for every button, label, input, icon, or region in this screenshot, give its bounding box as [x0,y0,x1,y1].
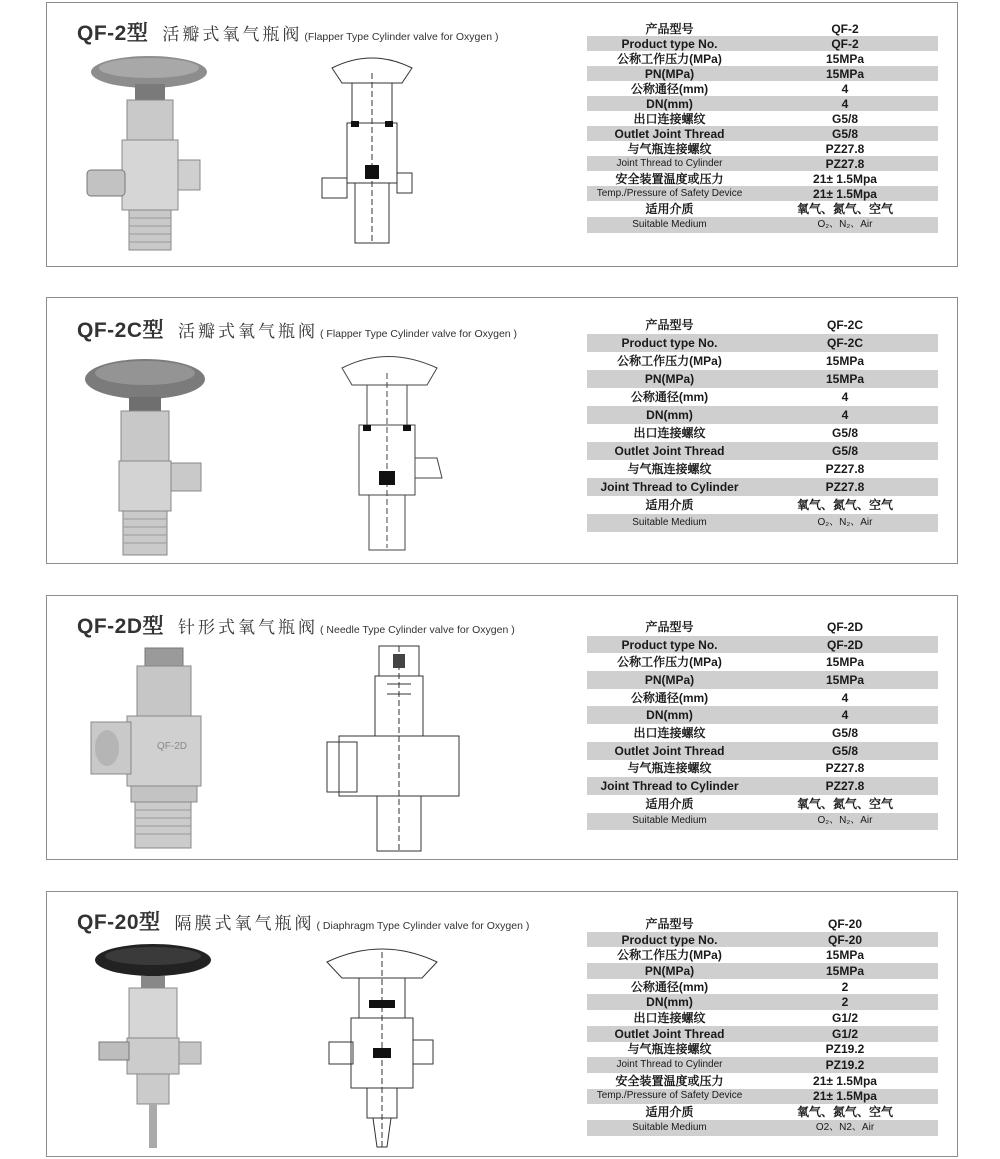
spec-label: DN(mm) [587,706,752,724]
spec-label: 与气瓶连接螺纹 [627,462,712,476]
valve-section-drawing [317,644,467,854]
spec-value: PZ27.8 [752,156,938,171]
spec-value: 15MPa [825,948,865,963]
spec-value: 4 [841,81,849,96]
spec-label: DN(mm) [587,96,752,111]
title-chinese: 活瓣式氧气瓶阀 [178,322,318,342]
title-english: ( Needle Type Cylinder valve for Oxygen ) [320,624,515,636]
spec-value: 15MPa [825,51,865,66]
spec-label: 适用介质 [645,796,694,811]
spec-label: Outlet Joint Thread [587,742,752,760]
spec-label: Outlet Joint Thread [587,1026,752,1042]
spec-label: Temp./Pressure of Safety Device [587,1089,752,1105]
spec-value: PZ19.2 [752,1057,938,1073]
spec-label: Temp./Pressure of Safety Device [587,186,752,201]
spec-label: Product type No. [587,636,752,654]
spec-label: 出口连接螺纹 [633,1010,706,1025]
spec-label: Joint Thread to Cylinder [587,478,752,496]
spec-value: 21± 1.5Mpa [752,1089,938,1105]
spec-label: PN(MPa) [587,671,752,689]
spec-value: 15MPa [752,963,938,979]
product-title [77,17,498,47]
spec-value: PZ19.2 [825,1042,865,1057]
spec-label: 产品型号 [645,318,694,332]
spec-value: 4 [752,706,938,724]
spec-value: PZ27.8 [825,141,865,156]
photo-marking: QF-2D [157,741,187,752]
spec-label: 适用介质 [645,202,694,216]
valve-section-drawing [317,942,457,1152]
spec-value: 氧气、氮气、空气 [796,796,893,811]
spec-value: O₂、N₂、Air [752,813,938,831]
spec-label: Suitable Medium [587,514,752,532]
spec-label: PN(MPa) [587,66,752,81]
spec-label: 与气瓶连接螺纹 [627,141,712,156]
spec-value: 4 [752,96,938,111]
valve-section-drawing [317,53,427,253]
valve-section-drawing [317,353,457,553]
spec-value: 15MPa [752,370,938,388]
spec-label: 公称工作压力(MPa) [617,655,722,670]
spec-value: 2 [752,994,938,1010]
product-panel-qf-2d [46,595,958,860]
spec-label: Product type No. [587,36,752,51]
spec-value: 21± 1.5Mpa [752,186,938,201]
spec-table [587,916,938,1136]
spec-value: 4 [841,390,849,404]
spec-label: 公称工作压力(MPa) [617,51,722,66]
spec-label: 产品型号 [645,21,694,36]
title-chinese: 活瓣式氧气瓶阀 [162,25,303,45]
model-name: QF-2D型 [77,615,164,638]
spec-value: O2、N2、Air [752,1120,938,1136]
product-panel-qf-20 [46,891,958,1157]
spec-label: Outlet Joint Thread [587,442,752,460]
valve-photo [77,48,227,258]
spec-value: G5/8 [752,442,938,460]
spec-value: G1/2 [752,1026,938,1042]
spec-value: QF-2C [752,334,938,352]
spec-label: Product type No. [587,932,752,948]
spec-value: 15MPa [825,354,865,368]
spec-label: Outlet Joint Thread [587,126,752,141]
spec-value: 氧气、氮气、空气 [796,1105,893,1120]
title-english: ( Flapper Type Cylinder valve for Oxygen ) [320,328,518,340]
spec-table [587,316,938,532]
title-chinese: 针形式氧气瓶阀 [178,618,318,638]
spec-label: 适用介质 [645,498,694,512]
spec-label: 适用介质 [645,1105,694,1120]
valve-photo [77,942,227,1152]
spec-value: G1/2 [831,1010,858,1025]
spec-value: G5/8 [831,111,858,126]
spec-value: PZ27.8 [825,761,865,776]
spec-value: G5/8 [752,126,938,141]
spec-value: 15MPa [752,671,938,689]
spec-value: 21± 1.5Mpa [813,171,877,186]
spec-label: PN(MPa) [587,963,752,979]
spec-label: DN(mm) [587,406,752,424]
spec-value: 15MPa [825,655,865,670]
title-chinese: 隔膜式氧气瓶阀 [174,914,315,934]
spec-value: 21± 1.5Mpa [813,1073,877,1088]
spec-value: 15MPa [752,66,938,81]
spec-value: O₂、N₂、Air [752,217,938,233]
spec-label: 公称通径(mm) [630,81,709,96]
spec-value: QF-2D [752,636,938,654]
spec-value: PZ27.8 [825,462,865,476]
spec-label: 安全装置温度或压力 [615,171,724,186]
spec-label: Product type No. [587,334,752,352]
spec-label: 产品型号 [645,916,694,931]
spec-value: 2 [841,979,849,994]
product-title [77,610,515,640]
spec-label: 公称通径(mm) [630,690,709,705]
spec-label: Suitable Medium [587,813,752,831]
spec-label: Suitable Medium [587,217,752,233]
spec-label: 与气瓶连接螺纹 [627,1042,712,1057]
spec-value: O₂、N₂、Air [752,514,938,532]
spec-label: PN(MPa) [587,370,752,388]
spec-label: 出口连接螺纹 [633,111,706,126]
spec-value: QF-2 [831,21,859,36]
spec-value: 4 [752,406,938,424]
spec-value: QF-2C [827,318,863,332]
spec-label: 公称工作压力(MPa) [617,948,722,963]
title-english: ( Diaphragm Type Cylinder valve for Oxygen ) [316,920,530,932]
model-name: QF-2C型 [77,319,164,342]
product-title [77,906,529,936]
product-panel-qf-2c [46,297,958,564]
spec-value: QF-20 [827,916,862,931]
spec-value: G5/8 [831,426,858,440]
spec-label: 安全装置温度或压力 [615,1073,724,1088]
spec-label: 公称通径(mm) [630,979,709,994]
spec-table [587,21,938,233]
spec-label: Suitable Medium [587,1120,752,1136]
spec-label: 公称工作压力(MPa) [617,354,722,368]
spec-table [587,618,938,830]
model-name: QF-2型 [77,22,149,45]
spec-label: Joint Thread to Cylinder [587,777,752,795]
spec-label: 产品型号 [645,619,694,634]
spec-label: 与气瓶连接螺纹 [627,761,712,776]
spec-label: 出口连接螺纹 [633,725,706,740]
spec-value: 氧气、氮气、空气 [796,498,893,512]
title-english: (Flapper Type Cylinder valve for Oxygen ) [304,31,499,43]
spec-value: QF-20 [752,932,938,948]
spec-value: PZ27.8 [752,478,938,496]
spec-label: DN(mm) [587,994,752,1010]
valve-photo [77,353,227,558]
spec-value: PZ27.8 [752,777,938,795]
spec-value: 氧气、氮气、空气 [796,202,893,216]
model-name: QF-20型 [77,911,161,934]
product-title [77,314,517,344]
valve-photo [77,644,227,854]
spec-value: QF-2 [752,36,938,51]
spec-label: 出口连接螺纹 [633,426,706,440]
product-panel-qf-2 [46,2,958,267]
spec-value: G5/8 [752,742,938,760]
spec-label: Joint Thread to Cylinder [587,156,752,171]
spec-value: QF-2D [827,619,863,634]
spec-label: Joint Thread to Cylinder [587,1057,752,1073]
spec-value: G5/8 [831,725,858,740]
spec-value: 4 [841,690,849,705]
spec-label: 公称通径(mm) [630,390,709,404]
